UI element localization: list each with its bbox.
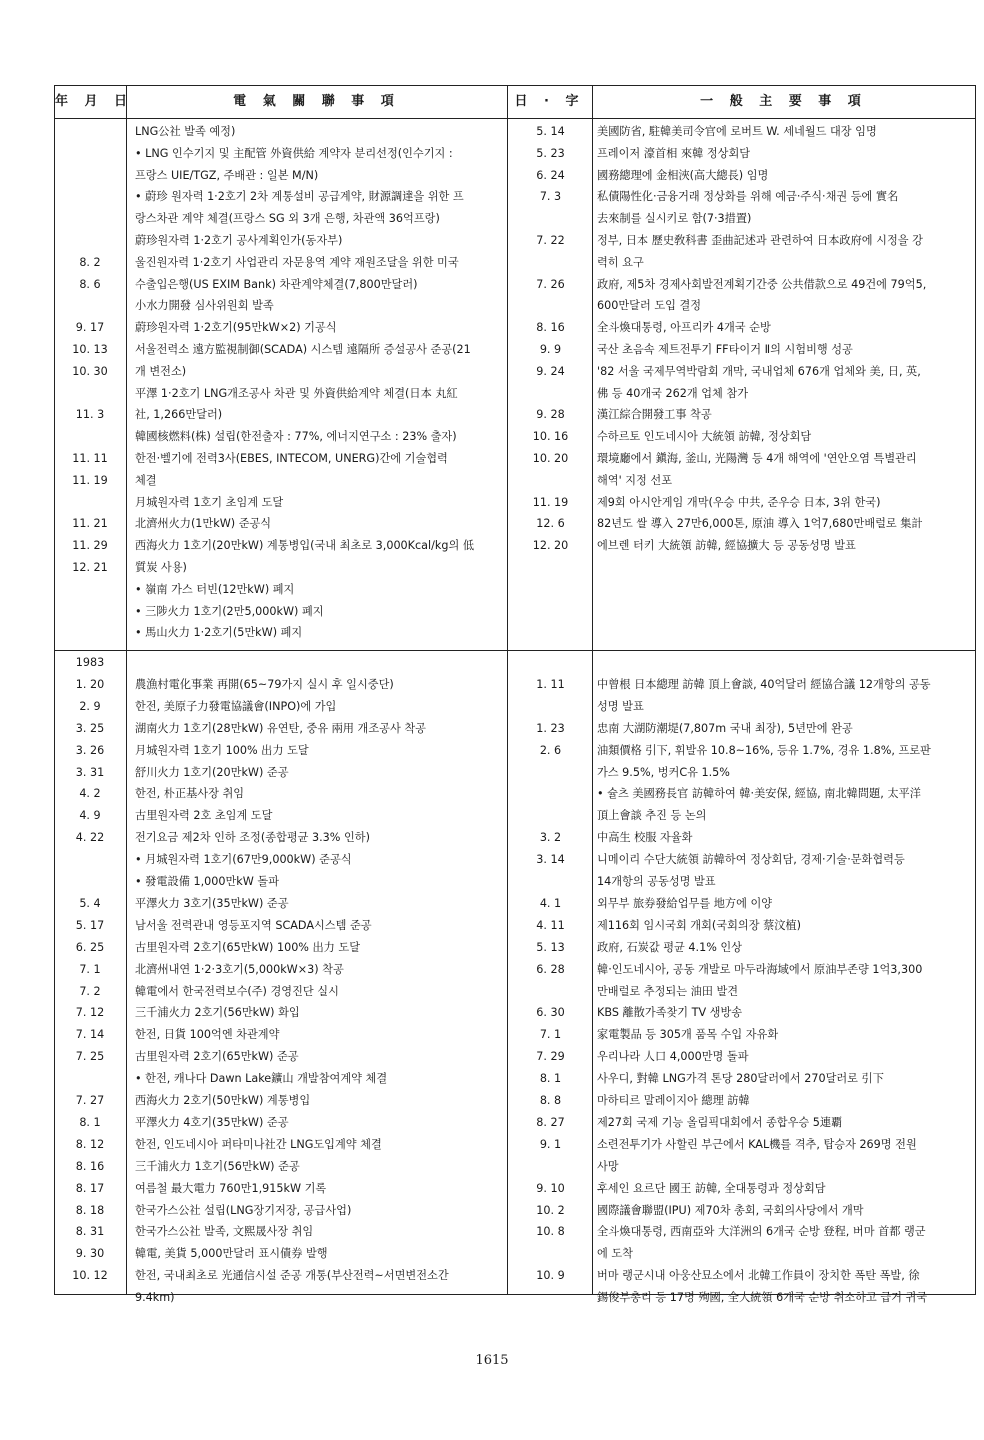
general-event-cell: 錫俊부총리 등 17명 殉國, 全大統領 6개국 순방 취소하고 급거 귀국	[597, 1291, 928, 1305]
electric-event-cell: 랑스차관 계약 체결(프랑스 SG 외 3개 은행, 차관액 36억프랑)	[135, 212, 440, 226]
general-event-cell: 가스 9.5%, 벙커C유 1.5%	[597, 765, 730, 779]
electric-event-cell: 西海火力 2호기(50만kW) 계통병입	[135, 1094, 311, 1107]
electric-date-cell: 1. 20	[75, 677, 105, 691]
electric-event-cell: 한전·벨기에 전력3사(EBES, INTECOM, UNERG)간에 기술협력	[135, 452, 448, 465]
general-event-cell: 家電製品 등 305개 품목 수입 자유화	[597, 1028, 779, 1042]
general-event-cell: 마하티르 말레이지아 總理 訪韓	[597, 1094, 750, 1107]
table-row	[55, 317, 975, 339]
general-event-cell: 외무부 旅券發給업무를 地方에 이양	[597, 896, 773, 910]
general-date-cell: 9. 9	[539, 343, 562, 356]
electric-event-cell: • LNG 인수기지 및 主配管 外資供給 계약자 분리선정(인수기지 :	[135, 146, 453, 160]
electric-event-cell: 農漁村電化事業 再開(65~79가지 실시 후 일시중단)	[135, 677, 394, 691]
table-row	[55, 492, 975, 514]
general-event-cell: 全斗煥대통령, 아프리카 4개국 순방	[597, 321, 771, 335]
table-row	[55, 208, 975, 230]
table-row	[55, 1243, 975, 1265]
electric-event-cell: 質炭 사용)	[135, 561, 187, 574]
general-event-cell: 去來制를 실시키로 함(7·3措置)	[597, 212, 752, 226]
table-row	[55, 652, 975, 674]
electric-date-cell: 12. 21	[72, 561, 108, 574]
electric-event-cell: 전기요금 제2차 인하 조정(종합평균 3.3% 인하)	[135, 831, 370, 845]
general-event-cell: 國際議會聯盟(IPU) 제70차 총회, 국회의사당에서 개막	[597, 1203, 864, 1217]
electric-date-cell: 7. 1	[79, 962, 101, 976]
general-date-cell: 8. 8	[539, 1094, 562, 1107]
general-event-cell: 제9회 아시안게임 개막(우승 中共, 준우승 日本, 3위 한국)	[597, 495, 881, 509]
electric-event-cell: 한전, 日貨 100억엔 차관계약	[135, 1028, 280, 1042]
electric-event-cell: • 月城원자력 1호기(67만9,000kW) 준공식	[135, 853, 352, 867]
electric-event-cell: • 한전, 캐나다 Dawn Lake鑛山 개발참여계약 체결	[135, 1072, 388, 1086]
electric-event-cell: 한전, 朴正基사장 취임	[135, 787, 245, 801]
electric-event-cell: 古里원자력 2호 초임계 도달	[135, 809, 273, 823]
table-row	[55, 513, 975, 535]
table-row	[55, 404, 975, 426]
general-event-cell: 제116회 임시국회 개회(국회의장 蔡汶植)	[597, 918, 802, 932]
table-row	[55, 959, 975, 981]
electric-date-cell: 11. 11	[72, 452, 108, 465]
electric-date-cell: 8. 1	[79, 1115, 101, 1129]
general-date-cell: 10. 8	[536, 1225, 565, 1239]
table-row	[55, 1221, 975, 1243]
electric-event-cell: • 三陟火力 1호기(2만5,000kW) 폐지	[135, 604, 324, 618]
electric-date-cell: 2. 9	[79, 699, 101, 713]
general-event-cell: 사우디, 對韓 LNG가격 톤당 280달러에서 270달러로 引下	[597, 1072, 884, 1086]
electric-event-cell: 小水力開發 심사위원회 발족	[135, 299, 274, 313]
electric-event-cell: 울진원자력 1·2호기 사업관리 자문용역 계약 재원조달을 위한 미국	[135, 255, 459, 269]
table-row	[55, 849, 975, 871]
general-event-cell: 에브렌 터키 大統領 訪韓, 經協擴大 등 공동성명 발표	[597, 539, 856, 553]
table-row	[55, 1156, 975, 1178]
general-event-cell: 中曾根 日本總理 訪韓 頂上會談, 40억달러 經協合議 12개항의 공동	[597, 677, 931, 691]
electric-event-cell: 한전, 인도네시아 퍼타미나社간 LNG도입계약 체결	[135, 1137, 382, 1151]
general-event-cell: 프레이저 濠首相 來韓 정상회담	[597, 146, 751, 160]
table-row	[55, 805, 975, 827]
electric-event-cell: • 蔚珍 원자력 1·2호기 2차 계통설비 공급계약, 財源調達을 위한 프	[135, 190, 464, 204]
electric-date-cell: 1983	[75, 656, 105, 669]
electric-date-cell: 4. 9	[79, 809, 101, 823]
table-row	[55, 783, 975, 805]
electric-date-cell: 7. 12	[75, 1006, 105, 1020]
electric-event-cell: 舒川火力 1호기(20만kW) 준공	[135, 765, 289, 779]
electric-date-cell: 10. 13	[72, 343, 108, 356]
general-event-cell: 韓·인도네시아, 공동 개발로 마두라海域에서 原油부존량 1억3,300	[597, 962, 923, 976]
general-event-cell: 에 도착	[597, 1247, 633, 1261]
table-row	[55, 871, 975, 893]
general-date-cell: 1. 11	[536, 677, 565, 691]
table-row	[55, 1068, 975, 1090]
general-event-cell: 국산 초음속 제트전투기 FF타이거 Ⅱ의 시험비행 성공	[597, 343, 853, 356]
table-row	[55, 426, 975, 448]
electric-date-cell: 8. 31	[75, 1225, 105, 1239]
general-event-cell: 油類價格 引下, 휘발유 10.8~16%, 등유 1.7%, 경유 1.8%, 프로판	[597, 743, 931, 757]
general-event-cell: 600만달러 도입 결정	[597, 299, 702, 313]
electric-date-cell: 8. 17	[75, 1181, 105, 1195]
general-event-cell: • 슐츠 美國務長官 訪韓하여 韓·美安保, 經協, 南北韓問題, 太平洋	[597, 787, 921, 801]
electric-event-cell: 平澤火力 3호기(35만kW) 준공	[135, 896, 289, 910]
electric-date-cell: 7. 2	[79, 984, 101, 998]
table-row	[55, 470, 975, 492]
table-row	[55, 1112, 975, 1134]
electric-event-cell: 月城원자력 1호기 100% 出力 도달	[135, 743, 309, 757]
electric-event-cell: 개 변전소)	[135, 364, 187, 378]
general-date-cell: 7. 26	[536, 277, 565, 291]
general-event-cell: 정부, 日本 歷史敎科書 歪曲記述과 관련하여 日本政府에 시정을 강	[597, 234, 923, 247]
electric-event-cell: 한전, 국내최초로 光通信시설 준공 개통(부산전력~서면변전소간	[135, 1269, 449, 1283]
electric-date-cell: 3. 25	[75, 721, 105, 735]
electric-event-cell: 한국가스公社 설립(LNG장기저장, 공급사업)	[135, 1203, 352, 1217]
header-general-events: 一 般 主 要 事 項	[700, 94, 867, 109]
general-date-cell: 10. 16	[532, 430, 569, 444]
electric-date-cell: 6. 25	[75, 940, 105, 954]
table-row	[55, 143, 975, 165]
electric-event-cell: 수출입은행(US EXIM Bank) 차관계약체결(7,800만달러)	[135, 277, 418, 291]
general-date-cell: 12. 6	[536, 517, 565, 531]
table-row	[55, 339, 975, 361]
table-row	[55, 893, 975, 915]
header-day: 日 · 字	[514, 94, 585, 109]
table-row	[55, 252, 975, 274]
electric-event-cell: 北濟州내연 1·2·3호기(5,000kW×3) 착공	[135, 962, 344, 976]
electric-event-cell: 社, 1,266만달러)	[135, 408, 223, 422]
table-row	[55, 762, 975, 784]
electric-date-cell: 7. 25	[75, 1050, 105, 1064]
general-event-cell: 사망	[597, 1159, 619, 1173]
electric-event-cell: 한전, 美原子力發電協議會(INPO)에 가입	[135, 699, 337, 713]
electric-event-cell: 여름철 最大電力 760만1,915kW 기록	[135, 1181, 327, 1195]
general-date-cell: 9. 28	[536, 408, 565, 422]
general-event-cell: 國務總理에 金相浹(高大總長) 임명	[597, 168, 769, 182]
year-divider	[55, 650, 975, 651]
general-date-cell: 12. 20	[532, 539, 569, 553]
general-event-cell: 소련전투기가 사할린 부근에서 KAL機를 격추, 탑승자 269명 전원	[597, 1137, 917, 1151]
general-event-cell: 14개항의 공동성명 발표	[597, 875, 716, 888]
electric-event-cell: • 嶺南 가스 터빈(12만kW) 폐지	[135, 582, 295, 596]
general-event-cell: 성명 발표	[597, 699, 644, 713]
general-event-cell: 우리나라 人口 4,000만명 돌파	[597, 1050, 749, 1064]
electric-event-cell: 남서울 전력관내 영등포지역 SCADA시스템 준공	[135, 918, 372, 932]
general-event-cell: 버마 랭군시내 아웅산묘소에서 北韓工作員이 장치한 폭탄 폭발, 徐	[597, 1269, 920, 1283]
electric-date-cell: 3. 26	[75, 743, 105, 757]
table-row	[55, 1024, 975, 1046]
electric-date-cell: 9. 17	[75, 321, 105, 335]
general-event-cell: 후세인 요르단 國王 訪韓, 全대통령과 정상회담	[597, 1181, 826, 1195]
table-row	[55, 121, 975, 143]
general-date-cell: 11. 19	[532, 495, 569, 509]
electric-event-cell: 한국가스公社 발족, 文熙晟사장 취임	[135, 1225, 314, 1239]
general-event-cell: 해역' 지정 선포	[597, 473, 673, 487]
general-event-cell: 니메이리 수단大統領 訪韓하여 정상회담, 경제·기술·문화협력등	[597, 853, 905, 867]
electric-event-cell: 서울전력소 遠方監視制御(SCADA) 시스템 遠隔所 증설공사 준공(21	[135, 343, 471, 356]
electric-date-cell: 8. 16	[75, 1159, 105, 1173]
electric-event-cell: 西海火力 1호기(20만kW) 계통병입(국내 최초로 3,000Kcal/kg의 低	[135, 539, 475, 553]
table-row	[55, 981, 975, 1003]
general-date-cell: 3. 2	[539, 831, 562, 845]
general-date-cell: 5. 13	[536, 940, 565, 954]
table-row	[55, 601, 975, 623]
electric-date-cell: 7. 14	[75, 1028, 105, 1042]
general-event-cell: '82 서울 국제무역박람회 개막, 국내업체 676개 업체와 美, 日, 英,	[597, 364, 921, 378]
electric-date-cell: 8. 12	[75, 1137, 105, 1151]
electric-event-cell: LNG公社 발족 예정)	[135, 125, 236, 138]
electric-event-cell: 蔚珍원자력 1·2호기 공사계획인가(동자부)	[135, 234, 343, 247]
table-row	[55, 383, 975, 405]
electric-date-cell: 10. 30	[72, 364, 108, 378]
general-date-cell: 7. 1	[539, 1028, 562, 1042]
table-row	[55, 827, 975, 849]
electric-date-cell: 8. 6	[79, 277, 101, 291]
general-event-cell: 中高生 校服 자율화	[597, 831, 693, 845]
electric-event-cell: • 發電設備 1,000만kW 돌파	[135, 875, 280, 888]
general-event-cell: 력히 요구	[597, 255, 644, 269]
general-date-cell: 9. 24	[536, 364, 565, 378]
table-row	[55, 230, 975, 252]
general-event-cell: 忠南 大湖防潮堤(7,807m 국내 최장), 5년만에 완공	[597, 721, 853, 735]
electric-date-cell: 9. 30	[75, 1247, 105, 1261]
general-event-cell: 제27회 국제 기능 올림픽대회에서 종합우승 5連覇	[597, 1115, 843, 1129]
general-event-cell: 政府, 石炭값 평균 4.1% 인상	[597, 940, 742, 954]
electric-date-cell: 5. 17	[75, 918, 105, 932]
electric-event-cell: 三千浦火力 1호기(56만kW) 준공	[135, 1159, 300, 1173]
page-number: 1615	[475, 1353, 509, 1368]
table-row	[55, 696, 975, 718]
electric-date-cell: 10. 12	[72, 1269, 108, 1283]
electric-event-cell: 古里원자력 2호기(65만kW) 100% 出力 도달	[135, 940, 361, 954]
general-date-cell: 3. 14	[536, 853, 565, 867]
table-row	[55, 186, 975, 208]
table-row	[55, 1046, 975, 1068]
table-row	[55, 1002, 975, 1024]
table-row	[55, 937, 975, 959]
general-date-cell: 10. 9	[536, 1269, 565, 1283]
electric-event-cell: 프랑스 UIE/TGZ, 주배관 : 일본 M/N)	[135, 168, 319, 182]
table-row	[55, 295, 975, 317]
table-row	[55, 361, 975, 383]
general-date-cell: 8. 27	[536, 1115, 565, 1129]
general-date-cell: 9. 10	[536, 1181, 565, 1195]
general-date-cell: 6. 30	[536, 1006, 565, 1020]
electric-event-cell: • 馬山火力 1·2호기(5만kW) 폐지	[135, 626, 303, 640]
general-event-cell: 美國防省, 駐韓美司令官에 로버트 W. 세네월드 대장 임명	[597, 125, 877, 138]
electric-date-cell: 3. 31	[75, 765, 105, 779]
general-date-cell: 4. 11	[536, 918, 565, 932]
header-electric-events: 電 氣 關 聯 事 項	[233, 94, 400, 109]
electric-event-cell: 北濟州火力(1만kW) 준공식	[135, 517, 272, 531]
electric-date-cell: 11. 29	[72, 539, 108, 553]
general-date-cell: 5. 14	[536, 125, 565, 138]
general-event-cell: 頂上會談 추진 등 논의	[597, 809, 707, 823]
electric-event-cell: 古里원자력 2호기(65만kW) 준공	[135, 1050, 299, 1064]
electric-date-cell: 11. 21	[72, 517, 108, 531]
electric-event-cell: 蔚珍원자력 1·2호기(95만kW×2) 기공식	[135, 321, 337, 335]
general-date-cell: 8. 16	[536, 321, 565, 335]
table-row	[55, 1200, 975, 1222]
general-event-cell: 수하르토 인도네시아 大統領 訪韓, 정상회담	[597, 430, 812, 444]
table-row	[55, 740, 975, 762]
table-row	[55, 579, 975, 601]
table-row	[55, 557, 975, 579]
electric-event-cell: 韓電에서 한국전력보수(주) 경영진단 실시	[135, 984, 339, 998]
table-row	[55, 165, 975, 187]
table-row	[55, 1090, 975, 1112]
electric-event-cell: 平澤 1·2호기 LNG개조공사 차관 및 外資供給계약 체결(日本 丸紅	[135, 386, 458, 400]
general-date-cell: 9. 1	[539, 1137, 562, 1151]
general-date-cell: 6. 24	[536, 168, 565, 182]
general-event-cell: 環境廳에서 鎭海, 釜山, 光陽灣 등 4개 해역에 '연안오염 특별관리	[597, 452, 917, 465]
general-date-cell: 1. 23	[536, 721, 565, 735]
chronology-table	[54, 85, 976, 1305]
general-event-cell: 만배럴로 추정되는 油田 발견	[597, 984, 739, 998]
general-date-cell: 7. 29	[536, 1050, 565, 1064]
electric-date-cell: 4. 22	[75, 831, 105, 845]
general-event-cell: KBS 離散가족찾기 TV 생방송	[597, 1006, 743, 1020]
table-row	[55, 1134, 975, 1156]
table-row	[55, 535, 975, 557]
table-row	[55, 674, 975, 696]
electric-event-cell: 平澤火力 4호기(35만kW) 준공	[135, 1115, 289, 1129]
electric-event-cell: 체결	[135, 473, 157, 487]
header-divider	[55, 118, 975, 119]
electric-date-cell: 11. 3	[75, 408, 105, 422]
general-date-cell: 10. 20	[532, 452, 569, 465]
general-event-cell: 佛 등 40개국 262개 업체 참가	[597, 386, 749, 400]
electric-event-cell: 湖南火力 1호기(28만kW) 유연탄, 중유 兩用 개조공사 착공	[135, 721, 426, 735]
header-date: 年 月 日	[55, 94, 134, 109]
table-row	[55, 1265, 975, 1287]
general-date-cell: 8. 1	[539, 1072, 562, 1086]
electric-date-cell: 5. 4	[79, 896, 101, 910]
general-event-cell: 82년도 쌀 導入 27만6,000톤, 原油 導入 1억7,680만배럴로 集計	[597, 517, 923, 531]
electric-event-cell: 月城원자력 1호기 초임계 도달	[135, 495, 284, 509]
table-row	[55, 622, 975, 644]
general-event-cell: 私債陽性化·금융거래 정상화를 위해 예금·주식·채권 등에 實名	[597, 190, 899, 204]
electric-event-cell: 9.4km)	[135, 1291, 175, 1305]
general-event-cell: 全斗煥대통령, 西南亞와 大洋洲의 6개국 순방 登程, 버마 首都 랭군	[597, 1225, 926, 1239]
electric-date-cell: 7. 27	[75, 1094, 105, 1107]
general-date-cell: 2. 6	[539, 743, 562, 757]
table-row	[55, 1178, 975, 1200]
general-date-cell: 5. 23	[536, 146, 565, 160]
table-row	[55, 274, 975, 296]
table-row	[55, 915, 975, 937]
electric-date-cell: 8. 2	[79, 255, 101, 269]
electric-date-cell: 4. 2	[79, 787, 101, 801]
general-event-cell: 漢江綜合開發工事 착공	[597, 408, 712, 422]
electric-date-cell: 8. 18	[75, 1203, 105, 1217]
general-event-cell: 政府, 제5차 경제사회발전계획기간중 公共借款으로 49건에 79억5,	[597, 277, 927, 291]
electric-date-cell: 11. 19	[72, 473, 108, 487]
general-date-cell: 4. 1	[539, 896, 562, 910]
general-date-cell: 7. 22	[536, 234, 565, 247]
table-row	[55, 1287, 975, 1309]
electric-event-cell: 韓國核燃料(株) 설립(한전출자 : 77%, 에너지연구소 : 23% 출자)	[135, 430, 457, 444]
table-row	[55, 718, 975, 740]
general-date-cell: 10. 2	[536, 1203, 565, 1217]
electric-event-cell: 韓電, 美貨 5,000만달러 표시債券 발행	[135, 1247, 328, 1261]
electric-event-cell: 三千浦火力 2호기(56만kW) 화입	[135, 1006, 300, 1020]
table-row	[55, 448, 975, 470]
general-date-cell: 7. 3	[539, 190, 562, 204]
general-date-cell: 6. 28	[536, 962, 565, 976]
